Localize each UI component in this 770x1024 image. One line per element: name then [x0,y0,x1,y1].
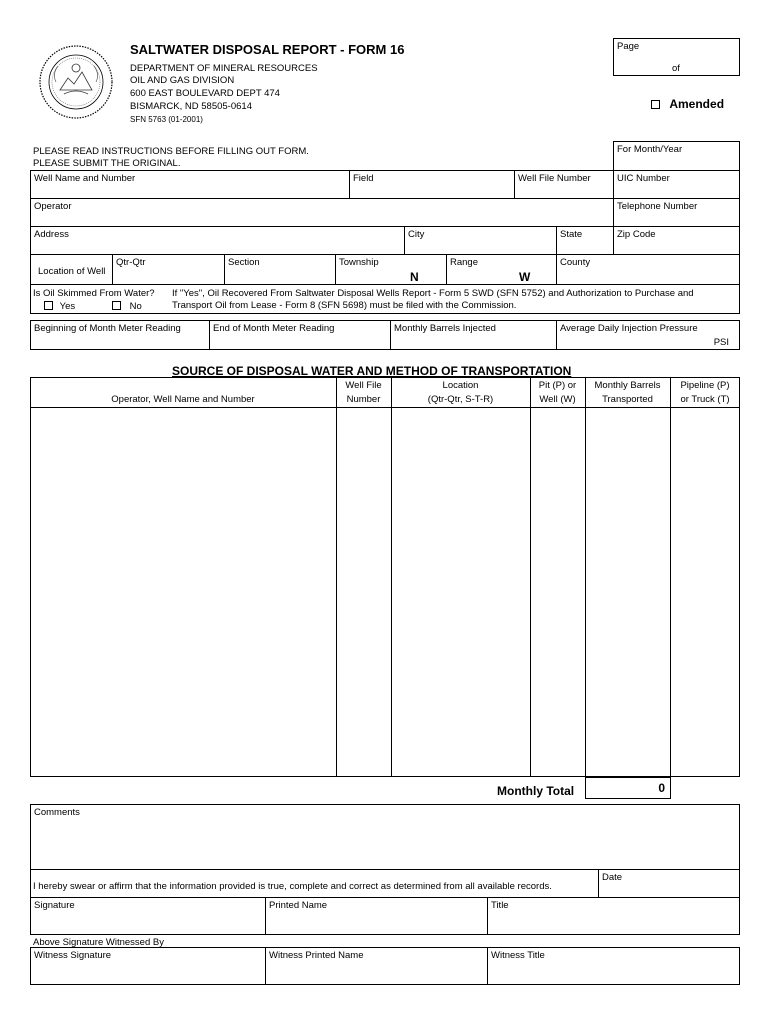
city-field[interactable] [404,226,557,255]
division-name: OIL AND GAS DIVISION [130,75,235,86]
uic-number-field[interactable] [613,170,740,199]
date-field[interactable] [598,869,740,898]
col-header-wellfile-2: Number [346,394,381,405]
beginning-meter-reading-field[interactable] [30,320,210,350]
end-meter-label: End of Month Meter Reading [213,323,335,334]
no-label: No [129,301,142,312]
well-file-number-field[interactable] [514,170,614,199]
oil-skimmed-label: Is Oil Skimmed From Water? [33,288,155,299]
for-month-year-field[interactable] [613,141,740,171]
dept-name: DEPARTMENT OF MINERAL RESOURCES [130,63,318,74]
of-label: of [672,63,680,74]
monthly-total-value: 0 [658,781,665,795]
affirmation-text: I hereby swear or affirm that the information provided is true, complete and correct as determined from all available records. [33,881,552,892]
township-field[interactable] [335,254,447,285]
amended-label: Amended [669,97,725,111]
col-divider-5 [670,377,671,777]
qtr-qtr-label: Qtr-Qtr [116,257,146,268]
col-divider-3 [530,377,531,777]
col-header-location-1: Location [442,380,479,391]
range-label: Range [450,257,478,268]
oil-skimmed-row [30,284,740,314]
witness-title-label: Witness Title [491,950,545,961]
col-header-pit-1: Pit (P) or [538,380,577,391]
psi-unit-label: PSI [713,337,729,348]
page-number-box[interactable] [613,38,740,76]
col-divider-4 [585,377,586,777]
col-header-operator: Operator, Well Name and Number [111,394,255,405]
monthly-barrels-injected-field[interactable] [390,320,557,350]
county-field[interactable] [556,254,740,285]
state-field[interactable] [556,226,614,255]
dept-address-line1: 600 EAST BOULEVARD DEPT 474 [130,88,280,99]
col-header-pipeline-2: or Truck (T) [680,394,730,405]
well-name-field[interactable] [30,170,350,199]
uic-number-label: UIC Number [617,173,670,184]
printed-name-label: Printed Name [269,900,328,911]
signature-field[interactable] [30,897,266,935]
title-label: Title [491,900,509,911]
col-divider-2 [391,377,392,777]
instructions-line2: PLEASE SUBMIT THE ORIGINAL. [33,158,181,169]
oil-note-line2: Transport Oil from Lease - Form 8 (SFN 5698) must be filed with the Commission. [172,300,517,311]
city-label: City [408,229,425,240]
witness-printed-name-field[interactable] [265,947,488,985]
witness-printed-name-label: Witness Printed Name [269,950,364,961]
telephone-field[interactable] [613,198,740,227]
state-label: State [560,229,583,240]
signature-label: Signature [34,900,75,911]
sfn-code: SFN 5763 (01-2001) [130,115,203,124]
witness-signature-field[interactable] [30,947,266,985]
field-label: Field [353,173,374,184]
well-file-number-label: Well File Number [518,173,591,184]
page-label: Page [617,41,640,52]
operator-field[interactable] [30,198,614,227]
witness-title-field[interactable] [487,947,740,985]
field-name-field[interactable] [349,170,515,199]
source-table [30,377,740,777]
section-label: Section [228,257,260,268]
oil-skimmed-no-option[interactable] [112,301,142,312]
col-header-pit-2: Well (W) [539,394,576,405]
location-of-well-cell [30,254,113,285]
zip-code-field[interactable] [613,226,740,255]
county-label: County [560,257,591,268]
monthly-total-field[interactable] [585,777,671,799]
avg-injection-pressure-field[interactable] [556,320,740,350]
qtr-qtr-field[interactable] [112,254,225,285]
avg-pressure-label: Average Daily Injection Pressure [560,323,698,334]
location-of-well-label: Location of Well [38,266,106,277]
range-direction: W [519,270,531,284]
comments-label: Comments [34,807,80,818]
col-header-pipeline-1: Pipeline (P) [680,380,730,391]
for-month-year-label: For Month/Year [617,144,683,155]
col-header-barrels-1: Monthly Barrels [594,380,661,391]
title-field[interactable] [487,897,740,935]
beginning-meter-label: Beginning of Month Meter Reading [34,323,181,334]
source-table-title: SOURCE OF DISPOSAL WATER AND METHOD OF TRANSPORTATION [172,364,572,378]
no-checkbox[interactable] [112,301,121,310]
well-name-label: Well Name and Number [34,173,136,184]
address-field[interactable] [30,226,405,255]
telephone-label: Telephone Number [617,201,698,212]
comments-field[interactable] [30,804,740,870]
col-header-location-2: (Qtr-Qtr, S-T-R) [427,394,494,405]
state-seal-icon [38,44,114,120]
col-divider-1 [336,377,337,777]
township-label: Township [339,257,379,268]
range-field[interactable] [446,254,557,285]
col-header-wellfile-1: Well File [345,380,382,391]
oil-note-line1: If "Yes", Oil Recovered From Saltwater Disposal Wells Report - Form 5 SWD (SFN 5752) and Authorization to Purchase and [172,288,694,299]
monthly-injected-label: Monthly Barrels Injected [394,323,496,334]
witness-signature-label: Witness Signature [34,950,112,961]
date-label: Date [602,872,623,883]
affirmation-cell [30,869,599,898]
yes-label: Yes [59,301,76,312]
source-table-header-divider [30,407,740,408]
zip-code-label: Zip Code [617,229,656,240]
amended-checkbox[interactable] [651,100,660,109]
township-direction: N [410,270,419,284]
form-title: SALTWATER DISPOSAL REPORT - FORM 16 [130,42,405,57]
printed-name-field[interactable] [265,897,488,935]
instructions-line1: PLEASE READ INSTRUCTIONS BEFORE FILLING OUT FORM. [33,146,309,157]
end-meter-reading-field[interactable] [209,320,391,350]
dept-address-line2: BISMARCK, ND 58505-0614 [130,101,252,112]
amended-option[interactable] [651,97,724,111]
monthly-total-label: Monthly Total [497,784,575,798]
section-field[interactable] [224,254,336,285]
oil-skimmed-yes-option[interactable] [44,301,75,312]
witnessed-by-label: Above Signature Witnessed By [33,937,164,948]
operator-label: Operator [34,201,72,212]
yes-checkbox[interactable] [44,301,53,310]
col-header-barrels-2: Transported [602,394,653,405]
address-label: Address [34,229,69,240]
